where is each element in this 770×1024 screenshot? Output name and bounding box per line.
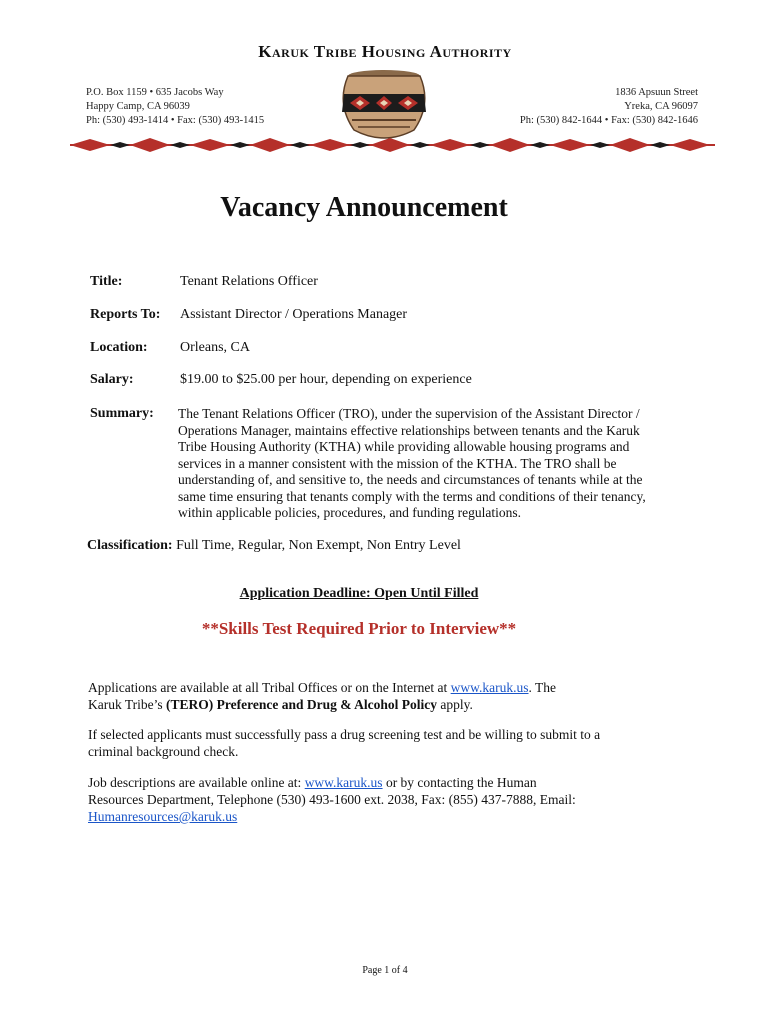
job-desc-contact-line: Resources Department, Telephone (530) 493-1600 ext. 2038, Fax: (855) 437-7888, Email: xyxy=(88,792,576,807)
job-desc-text: Job descriptions are available online at: xyxy=(88,775,305,790)
tero-policy-text: (TERO) Preference and Drug & Alcohol Policy xyxy=(166,697,437,712)
hr-email-link[interactable]: Humanresources@karuk.us xyxy=(88,809,238,824)
summary-line: same time ensuring that tenants comply with the terms and conditions of their tenancy, xyxy=(178,488,646,504)
field-value-salary: $19.00 to $25.00 per hour, depending on experience xyxy=(180,372,472,387)
applications-paragraph xyxy=(88,679,688,713)
decorative-divider xyxy=(70,134,715,156)
field-label-reports-to: Reports To: xyxy=(90,307,161,322)
application-deadline: Application Deadline: Open Until Filled xyxy=(239,586,479,601)
job-desc-text-end: or by contacting the Human xyxy=(382,775,537,790)
summary-line: services in a manner consistent with the mission of the KTHA. The TRO shall be xyxy=(178,455,617,471)
field-label-salary: Salary: xyxy=(90,372,134,387)
classification-value: Full Time, Regular, Non Exempt, Non Entry Level xyxy=(176,538,461,553)
summary-label: Summary: xyxy=(90,406,154,421)
address-line: Yreka, CA 96097 xyxy=(624,101,698,112)
address-line: Ph: (530) 493-1414 • Fax: (530) 493-1415 xyxy=(86,115,265,126)
summary-line: within applicable policies, procedures, and funding regulations. xyxy=(178,505,522,520)
field-value-location: Orleans, CA xyxy=(180,340,250,355)
address-line: P.O. Box 1159 • 635 Jacobs Way xyxy=(86,87,224,98)
drug-screening-line: criminal background check. xyxy=(88,744,239,759)
skills-test-notice: **Skills Test Required Prior to Interview** xyxy=(201,619,517,638)
organization-name: Karuk Tribe Housing Authority xyxy=(258,42,512,61)
address-line: 1836 Apsuun Street xyxy=(615,87,698,98)
karuk-website-link[interactable]: www.karuk.us xyxy=(450,680,529,695)
tero-text-pre: Karuk Tribe’s xyxy=(88,697,167,712)
drug-screening-line: If selected applicants must successfully pass a drug screening test and be willing to submit to a xyxy=(88,727,601,742)
address-line: Ph: (530) 842-1644 • Fax: (530) 842-1646 xyxy=(519,115,698,126)
summary-line: understanding of, and sensitive to, the needs and circumstances of tenants while at the xyxy=(178,472,643,487)
field-label-title: Title: xyxy=(90,274,123,289)
field-value-reports-to: Assistant Director / Operations Manager xyxy=(180,307,408,322)
classification-label: Classification: xyxy=(87,538,173,553)
drug-screening-paragraph xyxy=(88,726,688,760)
classification-row xyxy=(87,538,461,554)
applications-text-end: . The xyxy=(528,680,557,695)
page-number: Page 1 of 4 xyxy=(362,965,408,976)
job-descriptions-paragraph xyxy=(88,774,688,825)
right-address-block xyxy=(520,86,698,128)
summary-line: Tribe Housing Authority (KTHA) while providing allowable housing programs and xyxy=(178,439,630,454)
divider-zigzag xyxy=(70,138,710,152)
basket-logo-icon xyxy=(332,64,436,144)
summary-line: The Tenant Relations Officer (TRO), under the supervision of the Assistant Director / xyxy=(178,406,640,421)
summary-text xyxy=(178,406,678,522)
summary-line: Operations Manager, maintains effective relationships between tenants and the Karuk xyxy=(178,422,640,438)
page-title: Vacancy Announcement xyxy=(220,192,508,223)
field-label-location: Location: xyxy=(90,340,148,355)
left-address-block xyxy=(86,86,264,128)
karuk-website-link-2[interactable]: www.karuk.us xyxy=(304,775,383,790)
field-value-title: Tenant Relations Officer xyxy=(180,274,318,289)
applications-text: Applications are available at all Tribal Offices or on the Internet at xyxy=(88,680,451,695)
tero-text-post: apply. xyxy=(436,697,473,712)
address-line: Happy Camp, CA 96039 xyxy=(86,101,190,112)
